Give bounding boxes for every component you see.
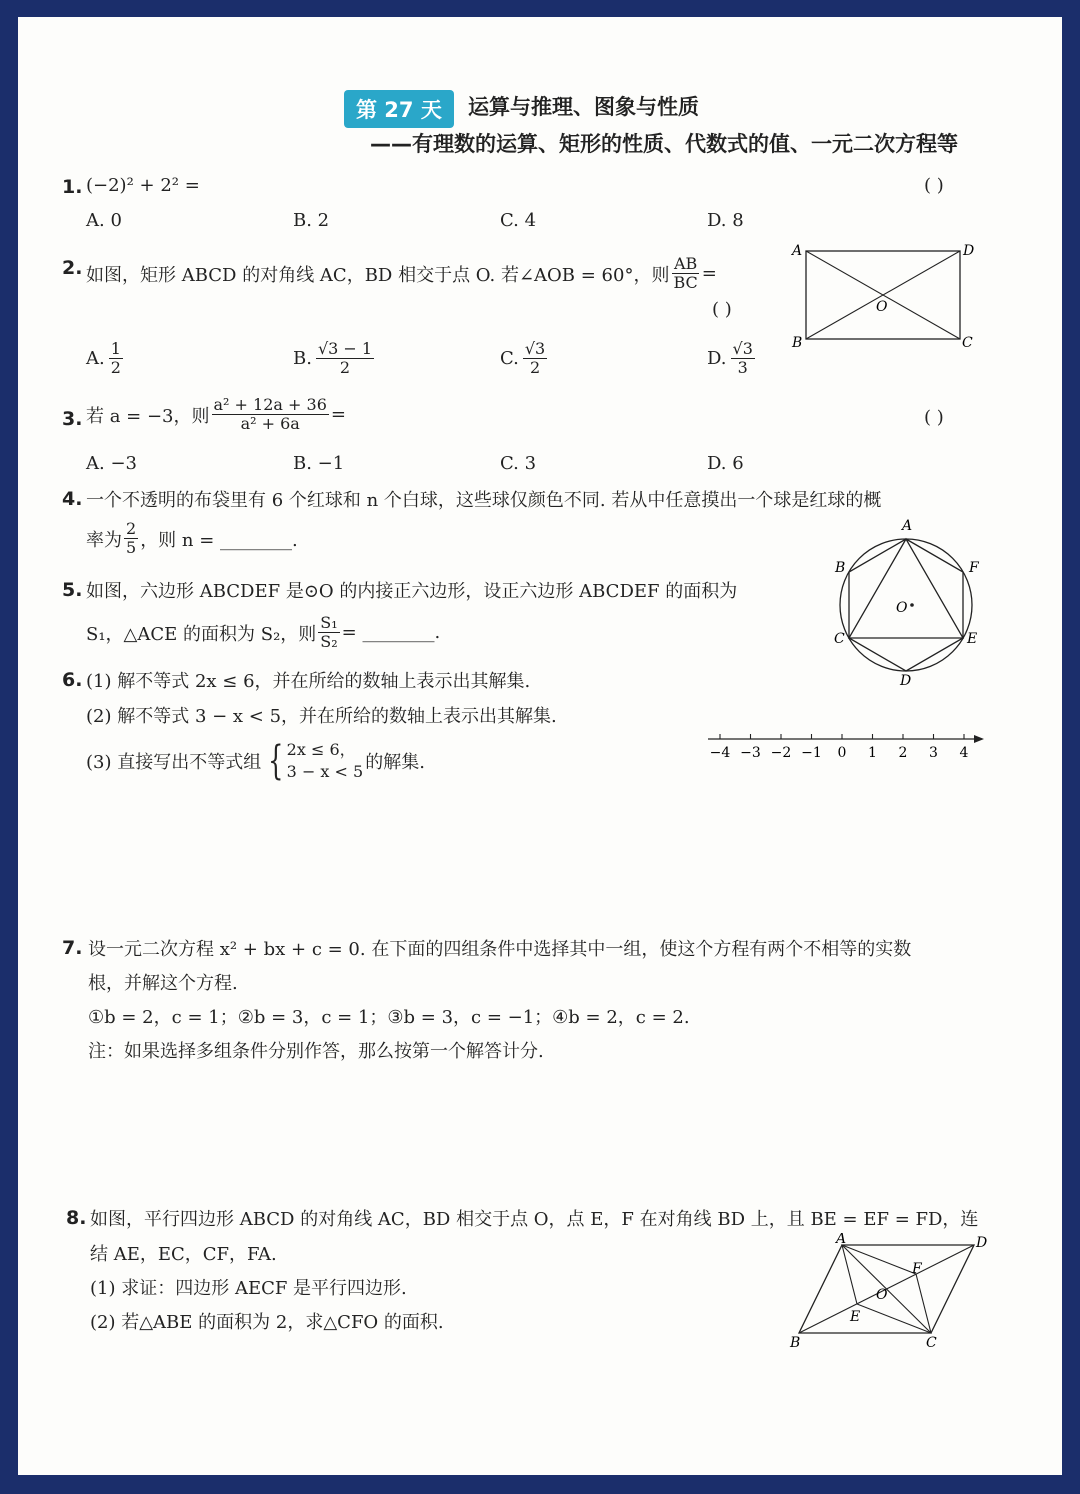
axis-tick-label: −1	[801, 745, 822, 761]
q2-option-a-den: 2	[110, 358, 121, 378]
q2-option-d-den: 3	[737, 358, 748, 378]
number-line	[704, 729, 988, 765]
q3-frac-num: a² + 12a + 36	[213, 395, 327, 414]
label-c: C	[834, 631, 845, 647]
q2-option-b-den: 2	[339, 358, 351, 378]
q3-frac-den: a² + 6a	[240, 414, 300, 434]
q2-option-c-label: C.	[500, 348, 519, 370]
inequality-system	[287, 739, 364, 784]
q6-part3-suffix: 的解集.	[365, 752, 425, 774]
page-title: 运算与推理、图象与性质	[468, 95, 699, 119]
axis-tick-label: 2	[898, 745, 908, 761]
label-d: D	[963, 243, 975, 259]
q2-ratio-fraction	[671, 255, 699, 293]
label-d: D	[976, 1235, 988, 1251]
q8-parallelogram-figure	[784, 1233, 994, 1351]
axis-arrow-icon	[974, 735, 984, 743]
label-o: O	[876, 1287, 888, 1303]
worksheet-page	[18, 17, 1062, 1475]
label-c: C	[926, 1335, 937, 1351]
q2-option-d-label: D.	[707, 348, 727, 370]
q2-option-b	[293, 340, 374, 378]
q1-option-a: A. 0	[86, 210, 122, 231]
system-brace: {	[268, 738, 284, 785]
q2-equals: =	[701, 263, 717, 285]
axis-tick-label: 0	[837, 745, 847, 761]
q6-part1: (1) 解不等式 2x ≤ 6，并在所给的数轴上表示出其解集.	[86, 671, 531, 692]
q3-equals: =	[330, 404, 346, 426]
label-a: A	[836, 1233, 847, 1247]
label-e: E	[850, 1309, 861, 1325]
label-d: D	[900, 673, 912, 689]
q3-option-c: C. 3	[500, 453, 537, 474]
q2-option-c-num: √3	[524, 339, 546, 358]
label-b: B	[835, 560, 846, 576]
q8-part2: (2) 若△ABE 的面积为 2，求△CFO 的面积.	[90, 1312, 444, 1333]
label-a: A	[792, 243, 803, 259]
label-b: B	[790, 1335, 801, 1351]
q8-line1: 如图，平行四边形 ABCD 的对角线 AC，BD 相交于点 O，点 E，F 在对角线 BD 上，且 BE = EF = FD，连	[90, 1209, 979, 1230]
q1-option-c: C. 4	[500, 210, 537, 231]
axis-tick-label: −4	[709, 745, 731, 761]
q1-stem: (−2)² + 2² =	[86, 175, 200, 196]
q6-part3	[86, 739, 425, 784]
q4-frac-den: 5	[126, 538, 137, 558]
q5-number: 5.	[62, 579, 83, 601]
q2-option-d	[707, 340, 755, 378]
q4-blank: ，则 n = ________.	[140, 529, 298, 551]
label-b: B	[792, 335, 803, 351]
axis-tick-label: 3	[929, 745, 938, 761]
system-line-1: 2x ≤ 6，	[286, 740, 356, 759]
q4-line1: 一个不透明的布袋里有 6 个红球和 n 个白球，这些球仅颜色不同. 若从中任意摸出一个球是红球的概	[86, 490, 882, 511]
q5-line2-text: S₁，△ACE 的面积为 S₂，则	[86, 623, 317, 645]
q4-line2	[86, 520, 298, 558]
label-c: C	[962, 335, 973, 351]
q8-part1: (1) 求证：四边形 AECF 是平行四边形.	[90, 1278, 407, 1299]
q3-option-d: D. 6	[707, 453, 744, 474]
q7-line2: 根，并解这个方程.	[88, 973, 238, 994]
q3-option-b: B. −1	[293, 453, 345, 474]
q1-option-b: B. 2	[293, 210, 330, 231]
q2-stem-text: 如图，矩形 ABCD 的对角线 AC，BD 相交于点 O. 若∠AOB = 60°，则	[86, 264, 670, 286]
q1-number: 1.	[62, 176, 83, 198]
q6-number: 6.	[62, 669, 83, 691]
q8-line2: 结 AE，EC，CF，FA.	[90, 1244, 277, 1265]
q8-number: 8.	[66, 1207, 87, 1229]
q7-conditions: ①b = 2，c = 1；②b = 3，c = 1；③b = 3，c = −1；④b = 2，c = 2.	[88, 1007, 690, 1028]
q3-option-a: A. −3	[86, 453, 137, 474]
q5-line2	[86, 614, 440, 652]
label-o: O	[896, 600, 908, 616]
q5-line1: 如图，六边形 ABCDEF 是⊙O 的内接正六边形，设正六边形 ABCDEF 的面积为	[86, 581, 738, 602]
label-a: A	[902, 518, 913, 534]
q2-frac-den: BC	[673, 273, 698, 293]
q3-stem	[86, 396, 346, 434]
q2-number: 2.	[62, 257, 83, 279]
label-f: F	[912, 1261, 922, 1277]
q3-stem-text: 若 a = −3，则	[86, 405, 210, 427]
q2-option-b-label: B.	[293, 348, 312, 370]
q2-option-a-num: 1	[110, 339, 121, 358]
q6-part2: (2) 解不等式 3 − x < 5，并在所给的数轴上表示出其解集.	[86, 706, 557, 727]
q4-line2-text: 率为	[86, 529, 122, 551]
day-badge: 第 27 天	[344, 90, 454, 128]
system-line-2: 3 − x < 5	[286, 762, 364, 782]
q2-frac-num: AB	[673, 254, 698, 273]
q7-number: 7.	[62, 937, 83, 959]
q2-option-b-num: √3 − 1	[317, 339, 373, 358]
q4-frac-num: 2	[126, 519, 137, 538]
page-subtitle: ——有理数的运算、矩形的性质、代数式的值、一元二次方程等	[370, 132, 958, 156]
axis-tick-label: −3	[740, 745, 761, 761]
q3-answer-paren: ( )	[924, 407, 944, 428]
q5-frac-num: S₁	[320, 613, 338, 632]
q2-option-a	[86, 340, 123, 378]
q5-frac-den: S₂	[320, 632, 338, 652]
q4-number: 4.	[62, 488, 83, 510]
q2-option-a-label: A.	[86, 348, 105, 370]
axis-tick-label: −2	[770, 745, 792, 761]
q2-option-c-den: 2	[529, 358, 541, 378]
q2-option-d-num: √3	[732, 339, 753, 358]
q7-line1: 设一元二次方程 x² + bx + c = 0. 在下面的四组条件中选择其中一组，使这个方程有两个不相等的实数	[88, 939, 912, 960]
q2-answer-paren: ( )	[712, 299, 732, 320]
q5-hexagon-figure	[824, 515, 994, 691]
q6-part3-text: (3) 直接写出不等式组	[86, 752, 262, 774]
q5-blank: = ________.	[341, 622, 441, 644]
q1-answer-paren: ( )	[924, 175, 944, 196]
axis-ticks	[710, 734, 969, 761]
q1-option-d: D. 8	[707, 210, 744, 231]
axis-tick-label: 4	[959, 745, 969, 761]
label-o: O	[876, 299, 888, 315]
axis-tick-label: 1	[868, 745, 877, 761]
q7-note: 注：如果选择多组条件分别作答，那么按第一个解答计分.	[88, 1041, 544, 1062]
q2-stem	[86, 255, 717, 293]
q3-number: 3.	[62, 408, 83, 430]
label-f: F	[969, 560, 979, 576]
center-point-o	[910, 603, 914, 607]
triangle-ace	[849, 539, 963, 638]
label-e: E	[967, 631, 978, 647]
q2-rectangle-figure	[788, 239, 978, 351]
q2-option-c	[500, 340, 547, 378]
